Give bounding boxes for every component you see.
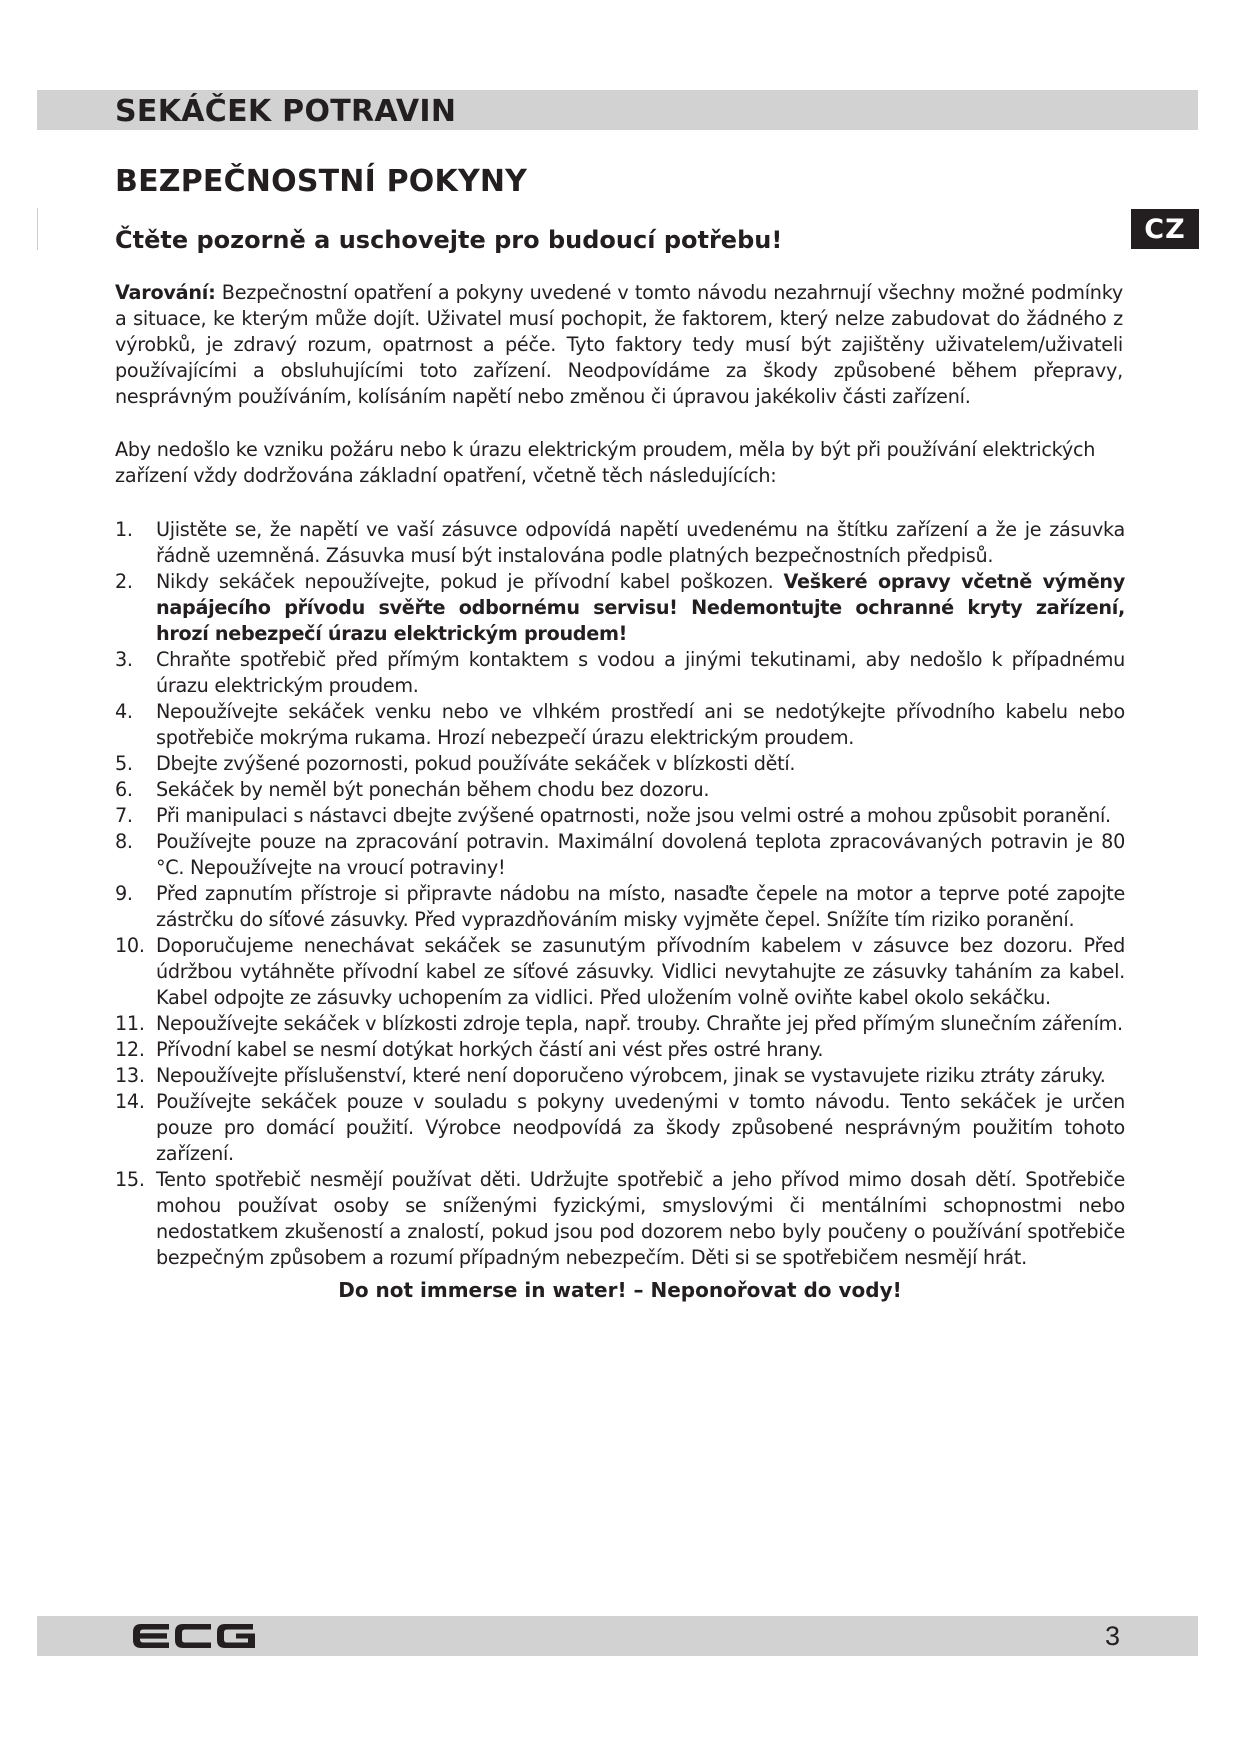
item-number: 4. — [115, 700, 133, 723]
list-item — [115, 1011, 1125, 1037]
margin-rule — [37, 208, 38, 250]
item-text: Nepoužívejte příslušenství, které není doporučeno výrobcem, jinak se vystavujete riziku ztráty záruky. — [156, 1064, 1106, 1087]
item-number: 11. — [115, 1012, 145, 1035]
item-number: 5. — [115, 752, 133, 775]
header-bar — [37, 90, 1198, 130]
list-item — [115, 1167, 1125, 1271]
list-item — [115, 1063, 1125, 1089]
list-item — [115, 881, 1125, 933]
item-number: 7. — [115, 804, 133, 827]
page-number: 3 — [1104, 1621, 1120, 1651]
list-item — [115, 699, 1125, 751]
final-warning-note: Do not immerse in water! – Neponořovat do vody! — [338, 1278, 902, 1302]
item-text: Používejte sekáček pouze v souladu s pokyny uvedenými v tomto návodu. Tento sekáček je určen pouze pro domácí použití. Výrobce neodpovídá za škody způsobené nesprávným použitím tohoto zařízení. — [156, 1090, 1125, 1165]
item-number: 10. — [115, 934, 145, 957]
item-text: Nepoužívejte sekáček venku nebo ve vlhkém prostředí ani se nedotýkejte přívodního kabelu nebo spotřebiče mokrýma rukama. Hrozí nebezpečí úrazu elektrickým proudem. — [156, 700, 1125, 749]
item-number: 3. — [115, 648, 133, 671]
section-title: BEZPEČNOSTNÍ POKYNY — [115, 164, 528, 199]
ecg-logo — [131, 1621, 259, 1651]
list-item — [115, 933, 1125, 1011]
list-item — [115, 517, 1125, 569]
intro-paragraph: Aby nedošlo ke vzniku požáru nebo k úrazu elektrickým proudem, měla by být při používání elektrických zařízení vždy dodržována základní opatření, včetně těch následujících: — [115, 438, 1096, 487]
item-number: 9. — [115, 882, 133, 905]
subtitle: Čtěte pozorně a uschovejte pro budoucí potřebu! — [115, 226, 783, 254]
list-item — [115, 829, 1125, 881]
item-text: Sekáček by neměl být ponechán během chodu bez dozoru. — [156, 778, 710, 801]
item-number: 13. — [115, 1064, 145, 1087]
item-text: Přívodní kabel se nesmí dotýkat horkých částí ani vést přes ostré hrany. — [156, 1038, 824, 1061]
product-title: SEKÁČEK POTRAVIN — [115, 94, 457, 129]
item-number: 14. — [115, 1090, 145, 1113]
item-text: Doporučujeme nenechávat sekáček se zasunutým přívodním kabelem v zásuvce bez dozoru. Před údržbou vytáhněte přívodní kabel ze síťové zásuvky. Vidlici nevytahujte ze zásuvky taháním za kabel. Kabel odpojte ze zásuvky uchopením za vidlici. Před uložením volně oviňte kabel okolo sekáčku. — [156, 934, 1125, 1009]
item-text: Nikdy sekáček nepoužívejte, pokud je přívodní kabel poškozen. — [156, 570, 784, 593]
item-text: Při manipulaci s nástavci dbejte zvýšené opatrnosti, nože jsou velmi ostré a mohou způsobit poranění. — [156, 804, 1111, 827]
item-text: Dbejte zvýšené pozornosti, pokud používáte sekáček v blízkosti dětí. — [156, 752, 796, 775]
safety-rules-list — [115, 517, 1125, 1271]
list-item — [115, 803, 1125, 829]
item-number: 6. — [115, 778, 133, 801]
list-item — [115, 1089, 1125, 1167]
footer-bar — [37, 1616, 1198, 1656]
list-item — [115, 569, 1125, 647]
item-text: Ujistěte se, že napětí ve vaší zásuvce odpovídá napětí uvedenému na štítku zařízení a že je zásuvka řádně uzemněná. Zásuvka musí být instalována podle platných bezpečnostních předpisů. — [156, 518, 1125, 567]
list-item — [115, 1037, 1125, 1063]
warning-text: Bezpečnostní opatření a pokyny uvedené v tomto návodu nezahrnují všechny možné podmínky a situace, ke kterým může dojít. Uživatel musí pochopit, že faktorem, který nelze zabudovat do žádného z výrobků, je zdravý rozum, opatrnost a péče. Tyto faktory tedy musí být zajištěny uživatelem/uživateli používajícími a obsluhujícími toto zařízení. Neodpovídáme za škody způsobené během přepravy, nesprávným používáním, kolísáním napětí nebo změnou či úpravou jakékoliv části zařízení. — [115, 281, 1123, 408]
item-text: Nepoužívejte sekáček v blízkosti zdroje tepla, např. trouby. Chraňte jej před přímým slunečním zářením. — [156, 1012, 1123, 1035]
item-text: Tento spotřebič nesmějí používat děti. Udržujte spotřebič a jeho přívod mimo dosah dětí. Spotřebiče mohou používat osoby se sníženými fyzickými, smyslovými či mentálními schopnostmi nebo nedostatkem zkušeností a znalostí, pokud jsou pod dozorem nebo byly poučeny o používání spotřebiče bezpečným způsobem a rozumí případným nebezpečím. Děti si se spotřebičem nesmějí hrát. — [156, 1168, 1125, 1269]
item-bold-text: Veškeré opravy včetně výměny napájecího přívodu svěřte odbornému servisu! Nedemontujte ochranné kryty zařízení, hrozí nebezpečí úrazu elektrickým proudem! — [156, 570, 1125, 645]
item-number: 15. — [115, 1168, 145, 1191]
item-text: Používejte pouze na zpracování potravin. Maximální dovolená teplota zpracovávaných potravin je 80 °C. Nepoužívejte na vroucí potraviny! — [156, 830, 1125, 879]
item-number: 8. — [115, 830, 133, 853]
item-number: 1. — [115, 518, 133, 541]
ecg-logo-graphic — [131, 1621, 259, 1651]
language-badge: CZ — [1131, 209, 1199, 249]
list-item — [115, 647, 1125, 699]
list-item — [115, 751, 1125, 777]
item-number: 12. — [115, 1038, 145, 1061]
warning-label: Varování: — [115, 281, 216, 304]
warning-paragraph — [115, 280, 1123, 410]
item-number: 2. — [115, 570, 133, 593]
item-text: Před zapnutím přístroje si připravte nádobu na místo, nasaďte čepele na motor a teprve poté zapojte zástrčku do síťové zásuvky. Před vyprazdňováním misky vyjměte čepel. Snížíte tím riziko poranění. — [156, 882, 1125, 931]
list-item — [115, 777, 1125, 803]
item-text: Chraňte spotřebič před přímým kontaktem s vodou a jinými tekutinami, aby nedošlo k případnému úrazu elektrickým proudem. — [156, 648, 1125, 697]
